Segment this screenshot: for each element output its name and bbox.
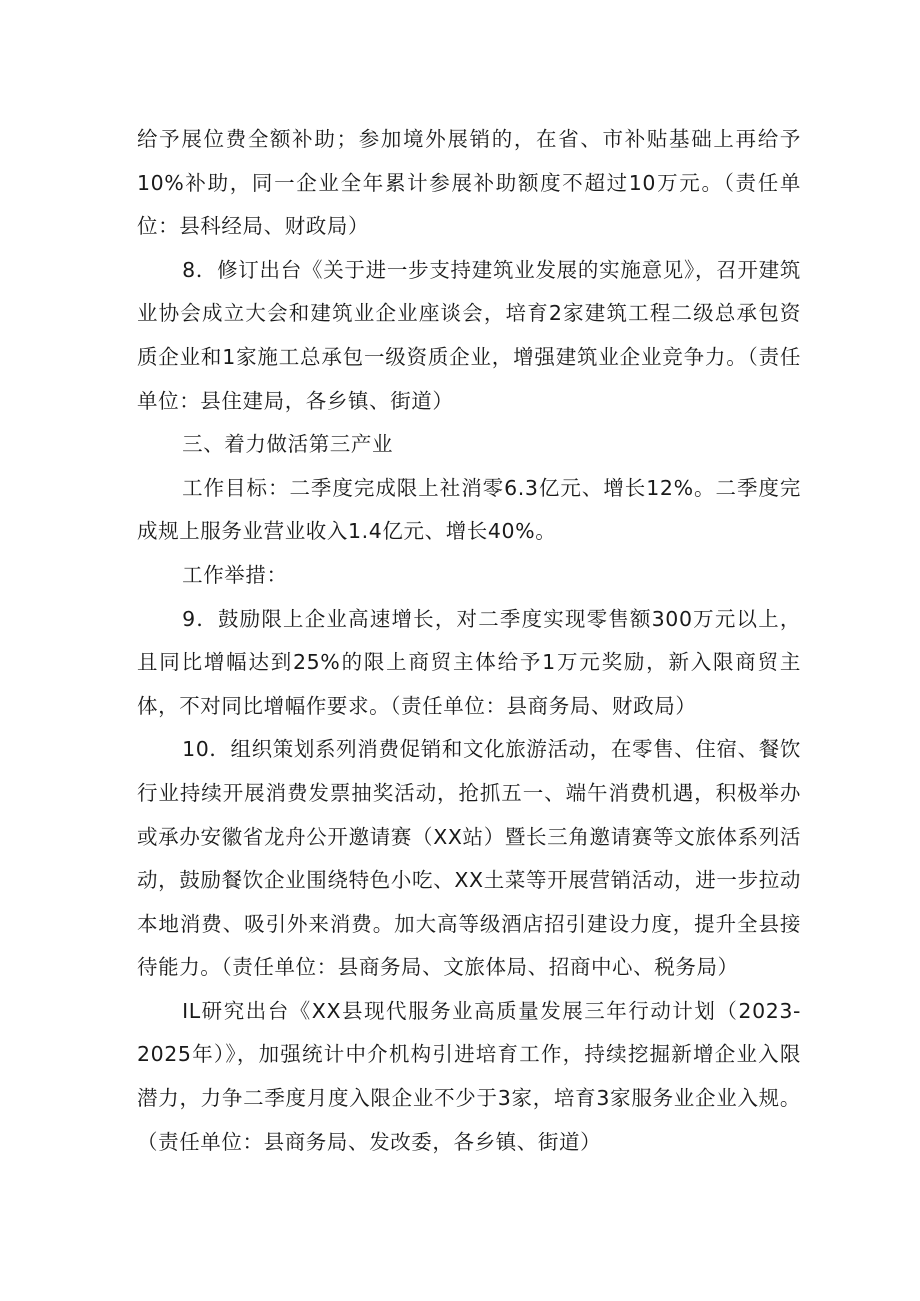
paragraph-work-goal: 工作目标：二季度完成限上社消零6.3亿元、增长12%。二季度完成规上服务业营业收入1.4亿元、增长40%。 (137, 475, 801, 544)
paragraph-item-11: IL研究出台《XX县现代服务业高质量发展三年行动计划（2023-2025年）》，加强统计中介机构引进培育工作，持续挖掘新增企业入限潜力，力争二季度月度入限企业不少于3家，培育3家服务业企业入规。（责任单位：县商务局、发改委，各乡镇、街道） (137, 998, 801, 1154)
paragraph-item-8: 8．修订出台《关于进一步支持建筑业发展的实施意见》，召开建筑业协会成立大会和建筑业企业座谈会，培育2家建筑工程二级总承包资质企业和1家施工总承包一级资质企业，增强建筑业企业竞争力。（责任单位：县住建局，各乡镇、街道） (137, 257, 801, 413)
paragraph-work-measures-label: 工作举措： (182, 562, 288, 587)
paragraph-item-10: 10．组织策划系列消费促销和文化旅游活动，在零售、住宿、餐饮行业持续开展消费发票抽奖活动，抢抓五一、端午消费机遇，积极举办或承办安徽省龙舟公开邀请赛（XX站）暨长三角邀请赛等文旅体系列活动，鼓励餐饮企业围绕特色小吃、XX土菜等开展营销活动，进一步拉动本地消费、吸引外来消费。加大高等级酒店招引建设力度，提升全县接待能力。（责任单位：县商务局、文旅体局、招商中心、税务局） (137, 737, 801, 980)
document-body (137, 118, 801, 1164)
paragraph-subsidy-continuation: 给予展位费全额补助；参加境外展销的，在省、市补贴基础上再给予10%补助，同一企业全年累计参展补助额度不超过10万元。（责任单位：县科经局、财政局） (137, 127, 801, 239)
section-heading-tertiary-industry: 三、着力做活第三产业 (182, 432, 394, 457)
paragraph-item-9: 9．鼓励限上企业高速增长，对二季度实现零售额300万元以上，且同比增幅达到25%的限上商贸主体给予1万元奖励，新入限商贸主体，不对同比增幅作要求。（责任单位：县商务局、财政局） (137, 606, 801, 718)
